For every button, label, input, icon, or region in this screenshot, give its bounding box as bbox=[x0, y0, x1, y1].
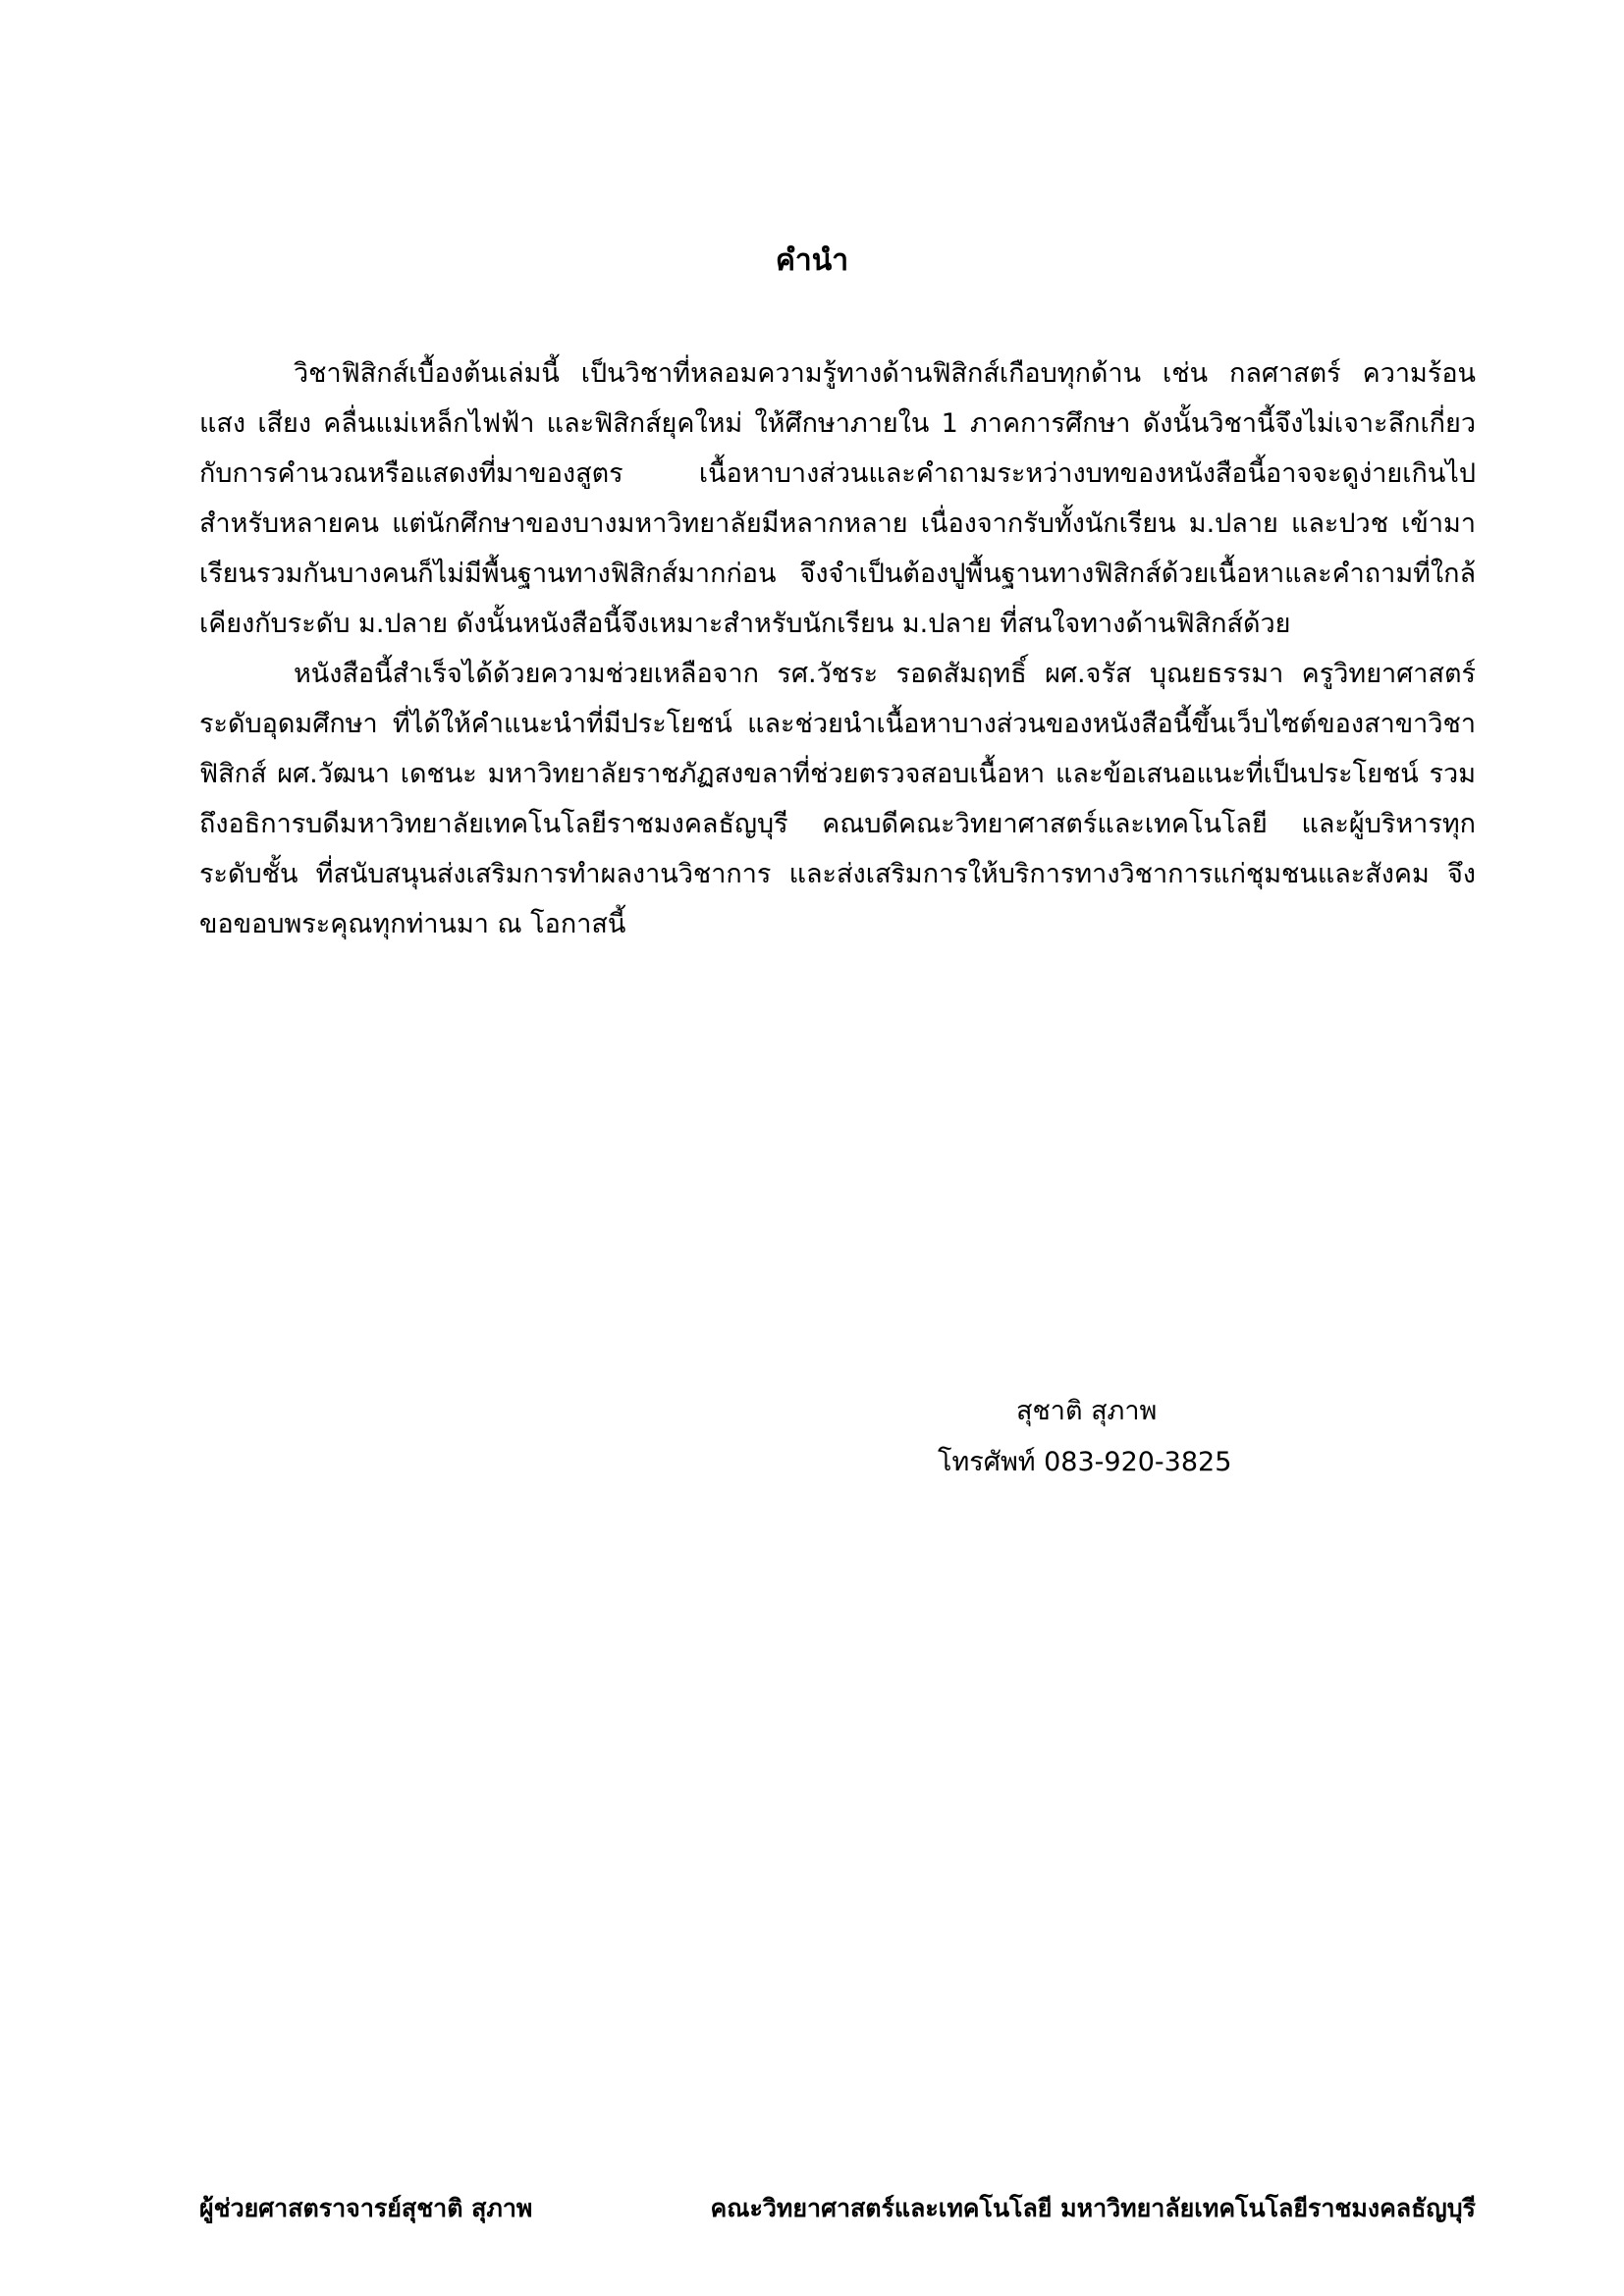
page-title: คำนำ bbox=[775, 243, 849, 278]
preface-body bbox=[199, 348, 1476, 949]
footer-author: ผู้ช่วยศาสตราจารย์สุชาติ สุภาพ bbox=[199, 2194, 533, 2222]
signature-block bbox=[938, 1386, 1350, 1488]
signature-phone: โทรศัพท์ 083-920-3825 bbox=[938, 1447, 1232, 1477]
paragraph-2: หนังสือนี้สำเร็จได้ด้วยความช่วยเหลือจาก รศ.วัชระ รอดสัมฤทธิ์ ผศ.จรัส บุณยธรรมา ครูวิทยาศาสตร์ระดับอุดมศึกษา ที่ได้ให้คำแนะนำที่มีประโยชน์ และช่วยนำเนื้อหาบางส่วนของหนังสือนี้ขึ้นเว็บไซต์ของสาขาวิชาฟิสิกส์ ผศ.วัฒนา เดชนะ มหาวิทยาลัยราชภัฏสงขลาที่ช่วยตรวจสอบเนื้อหา และข้อเสนอแนะที่เป็นประโยชน์ รวมถึงอธิการบดีมหาวิทยาลัยเทคโนโลยีราชมงคลธัญบุรี คณบดีคณะวิทยาศาสตร์และเทคโนโลยี และผู้บริหารทุกระดับชั้น ที่สนับสนุนส่งเสริมการทำผลงานวิชาการ และส่งเสริมการให้บริการทางวิชาการแก่ชุมชนและสังคม จึงขอขอบพระคุณทุกท่านมา ณ โอกาสนี้ bbox=[199, 659, 1476, 939]
signature-name: สุชาติ สุภาพ bbox=[1016, 1396, 1158, 1426]
footer-affiliation: คณะวิทยาศาสตร์และเทคโนโลยี มหาวิทยาลัยเทคโนโลยีราชมงคลธัญบุรี bbox=[710, 2194, 1476, 2222]
paragraph-1: วิชาฟิสิกส์เบื้องต้นเล่มนี้ เป็นวิชาที่หลอมความรู้ทางด้านฟิสิกส์เกือบทุกด้าน เช่น กลศาสตร์ ความร้อน แสง เสียง คลื่นแม่เหล็กไฟฟ้า และฟิสิกส์ยุคใหม่ ให้ศึกษาภายใน 1 ภาคการศึกษา ดังนั้นวิชานี้จึงไม่เจาะลึกเกี่ยวกับการคำนวณหรือแสดงที่มาของสูตร เนื้อหาบางส่วนและคำถามระหว่างบทของหนังสือนี้อาจจะดูง่ายเกินไปสำหรับหลายคน แต่นักศึกษาของบางมหาวิทยาลัยมีหลากหลาย เนื่องจากรับทั้งนักเรียน ม.ปลาย และปวช เข้ามาเรียนรวมกันบางคนก็ไม่มีพื้นฐานทางฟิสิกส์มากก่อน จึงจำเป็นต้องปูพื้นฐานทางฟิสิกส์ด้วยเนื้อหาและคำถามที่ใกล้เคียงกับระดับ ม.ปลาย ดังนั้นหนังสือนี้จึงเหมาะสำหรับนักเรียน ม.ปลาย ที่สนใจทางด้านฟิสิกส์ด้วย bbox=[199, 358, 1476, 639]
page-footer bbox=[199, 2189, 1476, 2228]
